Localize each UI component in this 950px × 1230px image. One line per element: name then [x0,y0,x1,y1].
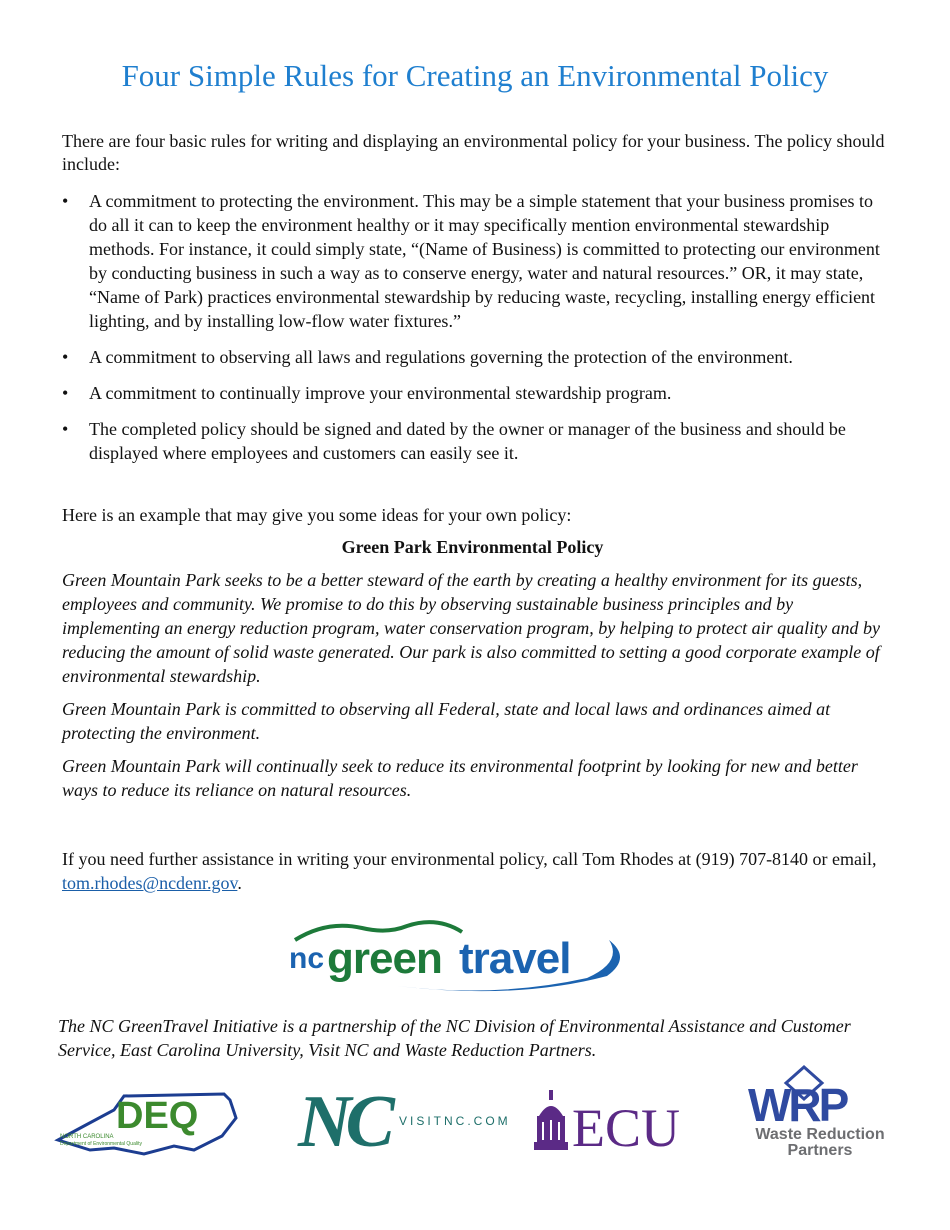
logo-green-text: green [327,934,442,983]
list-item [62,345,892,369]
ncgreentravel-logo [287,918,632,998]
ecu-logo [534,1090,704,1158]
wrp-logo [744,1065,894,1159]
example-intro: Here is an example that may give you some ideas for your own policy: [62,505,572,525]
visitnc-logo [296,1080,511,1163]
deq-dept-text: Department of Environmental Quality [60,1141,142,1147]
policy-paragraph: Green Mountain Park seeks to be a better steward of the earth by creating a healthy environment for its guests, employees and community. We promise to do this by observing sustainable business principles and by implementing an energy reduction program, water conservation program, by helping to protect air quality and by reducing the amount of solid waste generated. Our park is also committed to setting a good corporate example of environmental stewardship. [62,570,881,686]
list-item [62,417,892,465]
list-item [62,189,892,333]
ecu-abbr-text: ECU [572,1098,680,1158]
deq-abbr-text: DEQ [116,1095,199,1137]
email-link[interactable]: tom.rhodes@ncdenr.gov [62,873,238,893]
page-title: Four Simple Rules for Creating an Environmental Policy [121,58,829,93]
rule-text: The completed policy should be signed and dated by the owner or manager of the business and should be displayed where employees and customers can easily see it. [89,419,846,463]
logo-travel-text: travel [459,934,571,983]
assistance-end: . [237,873,242,893]
rules-list [62,189,892,477]
deq-state-text: NORTH CAROLINA [60,1134,114,1140]
intro-paragraph: There are four basic rules for writing and displaying an environmental policy for your business. The policy should include: [62,131,885,174]
bullet-icon: • [62,383,69,403]
wrp-abbr-text: WRP [748,1079,847,1131]
logo-nc-text: nc [289,942,325,975]
assistance-paragraph [62,847,892,895]
policy-example [62,568,894,811]
wrp-line1-text: Waste Reduction [755,1126,885,1143]
bullet-icon: • [62,419,69,439]
visitnc-site-text: VISITNC.COM [399,1114,511,1128]
partnership-paragraph: The NC GreenTravel Initiative is a partnership of the NC Division of Environmental Assistance and Customer Service, East Carolina University, Visit NC and Waste Reduction Partners. [58,1016,851,1060]
rule-text: A commitment to continually improve your environmental stewardship program. [89,383,672,403]
bullet-icon: • [62,347,69,367]
deq-logo [54,1088,238,1156]
policy-paragraph: Green Mountain Park is committed to observing all Federal, state and local laws and ordinances aimed at protecting the environment. [62,699,831,743]
policy-title: Green Park Environmental Policy [341,537,604,557]
rule-text: A commitment to observing all laws and regulations governing the protection of the environment. [89,347,793,367]
wrp-line2-text: Partners [787,1142,853,1159]
policy-paragraph: Green Mountain Park will continually seek to reduce its environmental footprint by looking for new and better ways to reduce its reliance on natural resources. [62,756,858,800]
assistance-text: If you need further assistance in writing your environmental policy, call Tom Rhodes at (919) 707-8140 or email, [62,849,877,869]
visitnc-mark-text: NC [298,1081,389,1163]
list-item [62,381,892,405]
bullet-icon: • [62,191,69,211]
rule-text: A commitment to protecting the environment. This may be a simple statement that your business promises to do all it can to keep the environment healthy or it may specifically mention environmental stewardship methods. For instance, it could simply state, “(Name of Business) is committed to protecting our environment by conducting business in such a way as to conserve energy, water and natural resources.” OR, it may state, “Name of Park) practices environmental stewardship by reducing waste, recycling, installing energy efficient lighting, and by installing low-flow water fixtures.” [89,191,880,331]
